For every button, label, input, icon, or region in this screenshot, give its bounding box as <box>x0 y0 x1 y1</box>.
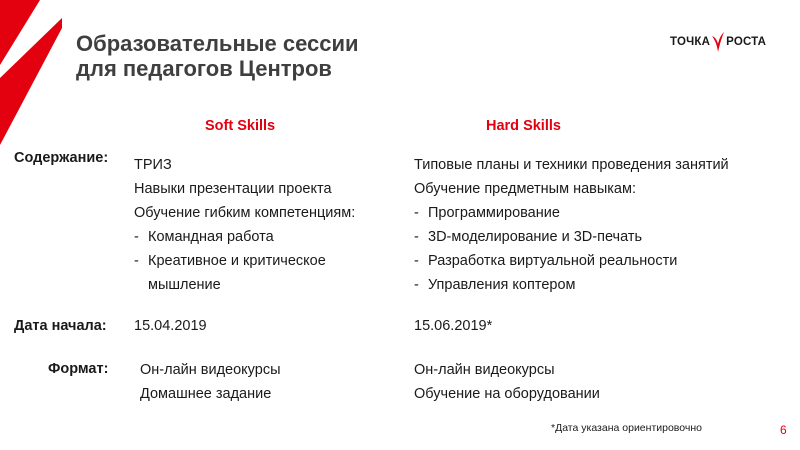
corner-decoration <box>0 0 62 145</box>
content-bullet: - Разработка виртуальной реальности <box>414 249 729 273</box>
format-line: Домашнее задание <box>140 386 272 402</box>
content-bullet: - Управления коптером <box>414 273 729 297</box>
format-line: Обучение на оборудовании <box>414 386 600 402</box>
page-number: 6 <box>780 423 787 437</box>
content-bullet: - Программирование <box>414 201 729 225</box>
content-bullet: - Командная работа <box>134 225 355 249</box>
row-label-format: Формат: <box>48 361 109 377</box>
content-bullet: - 3D-моделирование и 3D-печать <box>414 225 729 249</box>
content-line: ТРИЗ <box>134 157 172 173</box>
logo-text-left: ТОЧКА <box>670 36 711 48</box>
format-line: Он-лайн видеокурсы <box>140 362 281 378</box>
content-line: Типовые планы и техники проведения занятий <box>414 157 729 173</box>
logo <box>670 31 766 53</box>
hard-skills-start-date: 15.06.2019* <box>414 318 493 334</box>
row-label-content: Содержание: <box>14 150 109 166</box>
content-bullet-continuation: мышление <box>148 277 221 293</box>
hard-skills-content <box>414 153 729 297</box>
content-line: Навыки презентации проекта <box>134 181 332 197</box>
slide-title <box>76 31 359 81</box>
format-line: Он-лайн видеокурсы <box>414 362 555 378</box>
soft-skills-format <box>140 358 281 406</box>
content-line: Обучение гибким компетенциям: <box>134 205 356 221</box>
footnote: *Дата указана ориентировочно <box>551 422 702 434</box>
title-line-2: для педагогов Центров <box>76 56 332 81</box>
soft-skills-content <box>134 153 355 297</box>
logo-text-right: РОСТА <box>726 36 767 48</box>
content-line: Обучение предметным навыкам: <box>414 181 636 197</box>
column-header-hard-skills: Hard Skills <box>486 118 561 134</box>
column-header-soft-skills: Soft Skills <box>205 118 276 134</box>
hard-skills-format <box>414 358 600 406</box>
row-label-start-date: Дата начала: <box>14 318 107 334</box>
title-line-1: Образовательные сессии <box>76 31 359 56</box>
logo-mark-icon <box>711 31 725 53</box>
content-bullet: - Креативное и критическое <box>134 249 355 273</box>
soft-skills-start-date: 15.04.2019 <box>134 318 207 334</box>
